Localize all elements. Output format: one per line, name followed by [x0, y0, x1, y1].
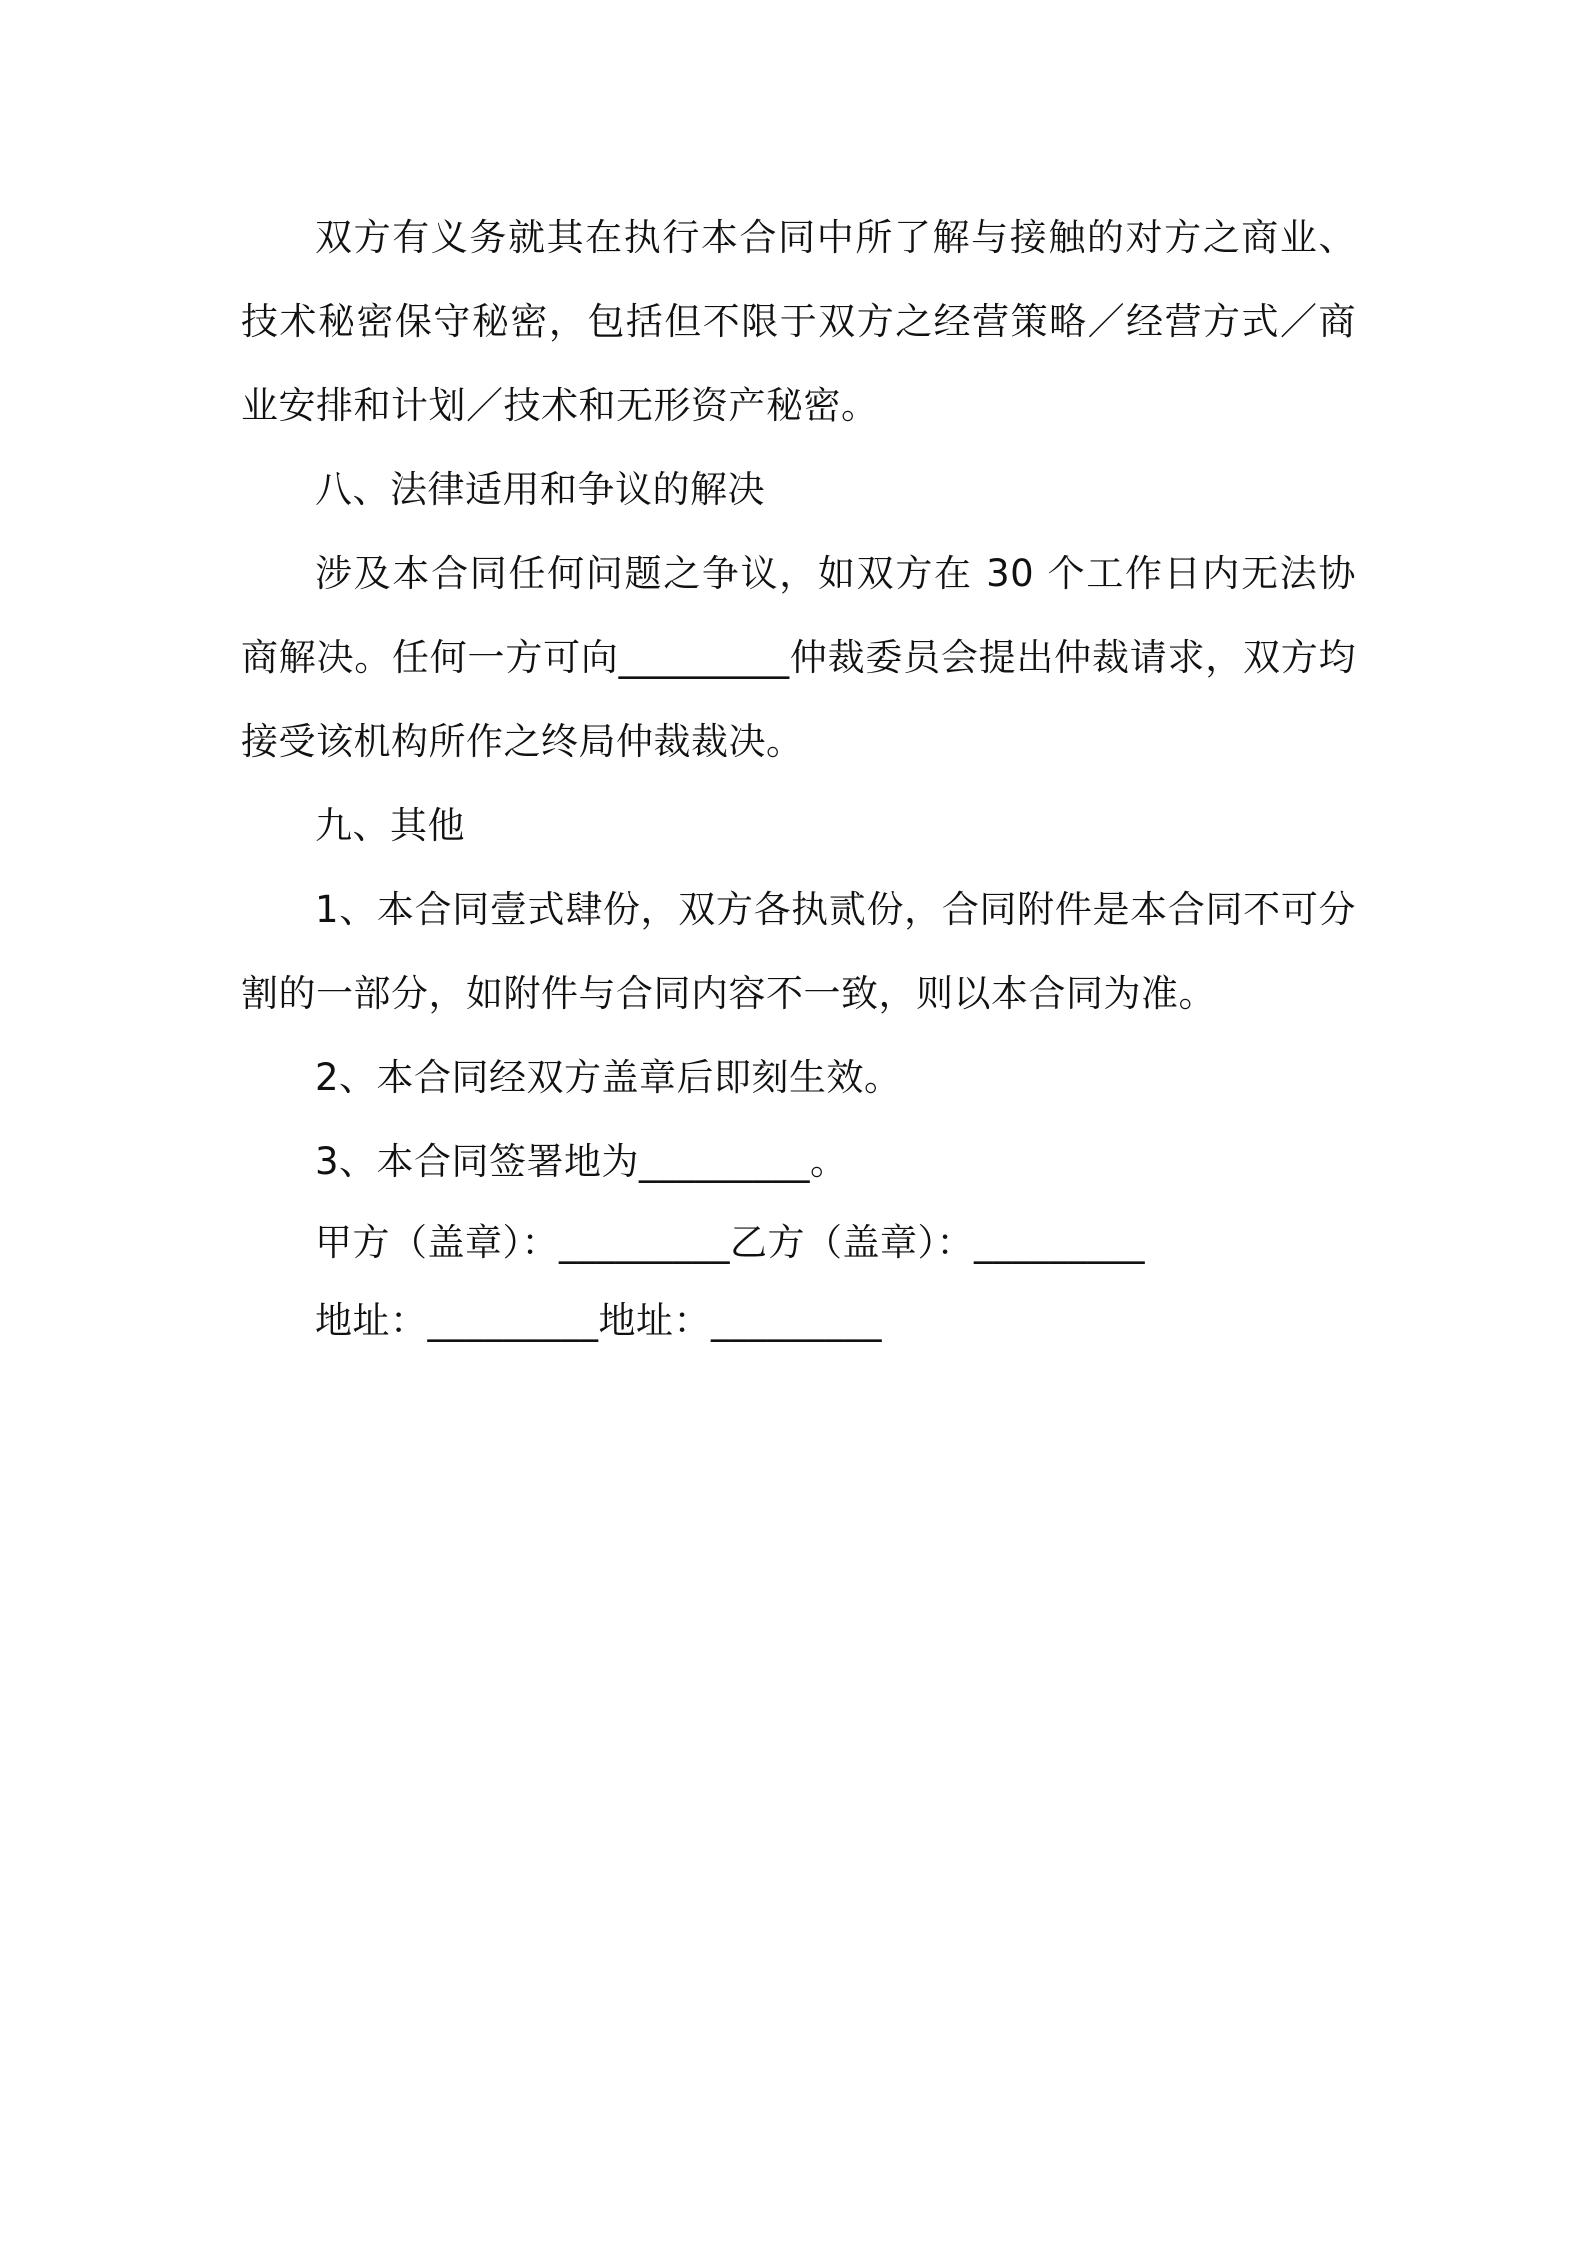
- seal-line: [241, 1204, 1356, 1282]
- other-item-1: 1、本合同壹式肆份，双方各执贰份，合同附件是本合同不可分割的一部分，如附件与合同内容不一致，则以本合同为准。: [241, 888, 1356, 1015]
- party-b-seal: 乙方（盖章）：_________: [730, 1221, 1145, 1264]
- other-item-3: 3、本合同签署地为_________。: [315, 1140, 848, 1183]
- address-line: [241, 1282, 1356, 1360]
- party-a-seal: 甲方（盖章）：_________: [315, 1221, 730, 1264]
- section-8-heading: 八、法律适用和争议的解决: [315, 468, 765, 511]
- other-item-2: 2、本合同经双方盖章后即刻生效。: [315, 1056, 902, 1099]
- party-b-address: 地址：_________: [598, 1299, 882, 1342]
- confidentiality-clause: 双方有义务就其在执行本合同中所了解与接触的对方之商业、技术秘密保守秘密，包括但不限于双方之经营策略／经营方式／商业安排和计划／技术和无形资产秘密。: [241, 216, 1356, 427]
- document-body: [241, 196, 1356, 1360]
- dispute-resolution-clause: 涉及本合同任何问题之争议，如双方在 30 个工作日内无法协商解决。任何一方可向_________仲裁委员会提出仲裁请求，双方均接受该机构所作之终局仲裁裁决。: [241, 552, 1356, 763]
- party-a-address: 地址：_________: [315, 1299, 599, 1342]
- section-9-heading: 九、其他: [315, 804, 465, 847]
